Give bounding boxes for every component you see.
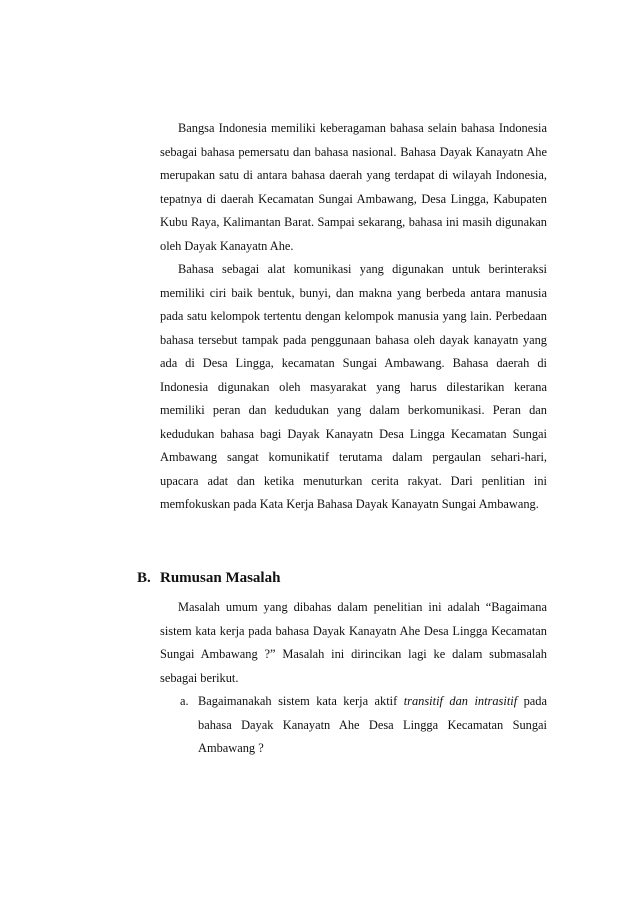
list-item-text xyxy=(198,690,547,761)
section-number: B. xyxy=(137,570,151,586)
list-marker: a. xyxy=(180,694,189,708)
paragraph-problem-statement: Masalah umum yang dibahas dalam penelitian ini adalah “Bagaimana sistem kata kerja pada bahasa Dayak Kanayatn Ahe Desa Lingga Kecamatan Sungai Ambawang ?” Masalah ini dirincikan lagi ke dalam submasalah sebagai berikut. xyxy=(160,600,547,685)
list-text-after: pada bahasa Dayak Kanayatn Ahe Desa Lingga Kecamatan Sungai Ambawang ? xyxy=(198,694,548,755)
section-title: Rumusan Masalah xyxy=(160,570,281,586)
list-text-italic: transitif dan intrasitif xyxy=(403,694,518,708)
section-heading xyxy=(137,568,280,588)
paragraph-intro: Bangsa Indonesia memiliki keberagaman bahasa selain bahasa Indonesia sebagai bahasa pemersatu dan bahasa nasional. Bahasa Dayak Kanayatn Ahe merupakan satu di antara bahasa daerah yang terdapat di wilayah Indonesia, tepatnya di daerah Kecamatan Sungai Ambawang, Desa Lingga, Kabupaten Kubu Raya, Kalimantan Barat. Sampai sekarang, bahasa ini masih digunakan oleh Dayak Kanayatn Ahe. xyxy=(160,121,547,253)
list-item xyxy=(180,690,547,761)
list-text-before: Bagaimanakah sistem kata kerja aktif xyxy=(198,694,404,708)
paragraph-language-function: Bahasa sebagai alat komunikasi yang digunakan untuk berinteraksi memiliki ciri baik bentuk, bunyi, dan makna yang berbeda antara manusia pada satu kelompok tertentu dengan kelompok manusia yang lain. Perbedaan bahasa tersebut tampak pada penggunaan bahasa oleh dayak kanayatn yang ada di Desa Lingga, kecamatan Sungai Ambawang. Bahasa daerah di Indonesia digunakan oleh masyarakat yang harus dilestarikan kerana memiliki peran dan kedudukan yang dalam berkomunikasi. Peran dan kedudukan bahasa bagi Dayak Kanayatn Desa Lingga Kecamatan Sungai Ambawang sangat komunikatif terutama dalam pergaulan sehari-hari, upacara adat dan ketika menuturkan cerita rakyat. Dari penlitian ini memfokuskan pada Kata Kerja Bahasa Dayak Kanayatn Sungai Ambawang. xyxy=(160,262,547,511)
